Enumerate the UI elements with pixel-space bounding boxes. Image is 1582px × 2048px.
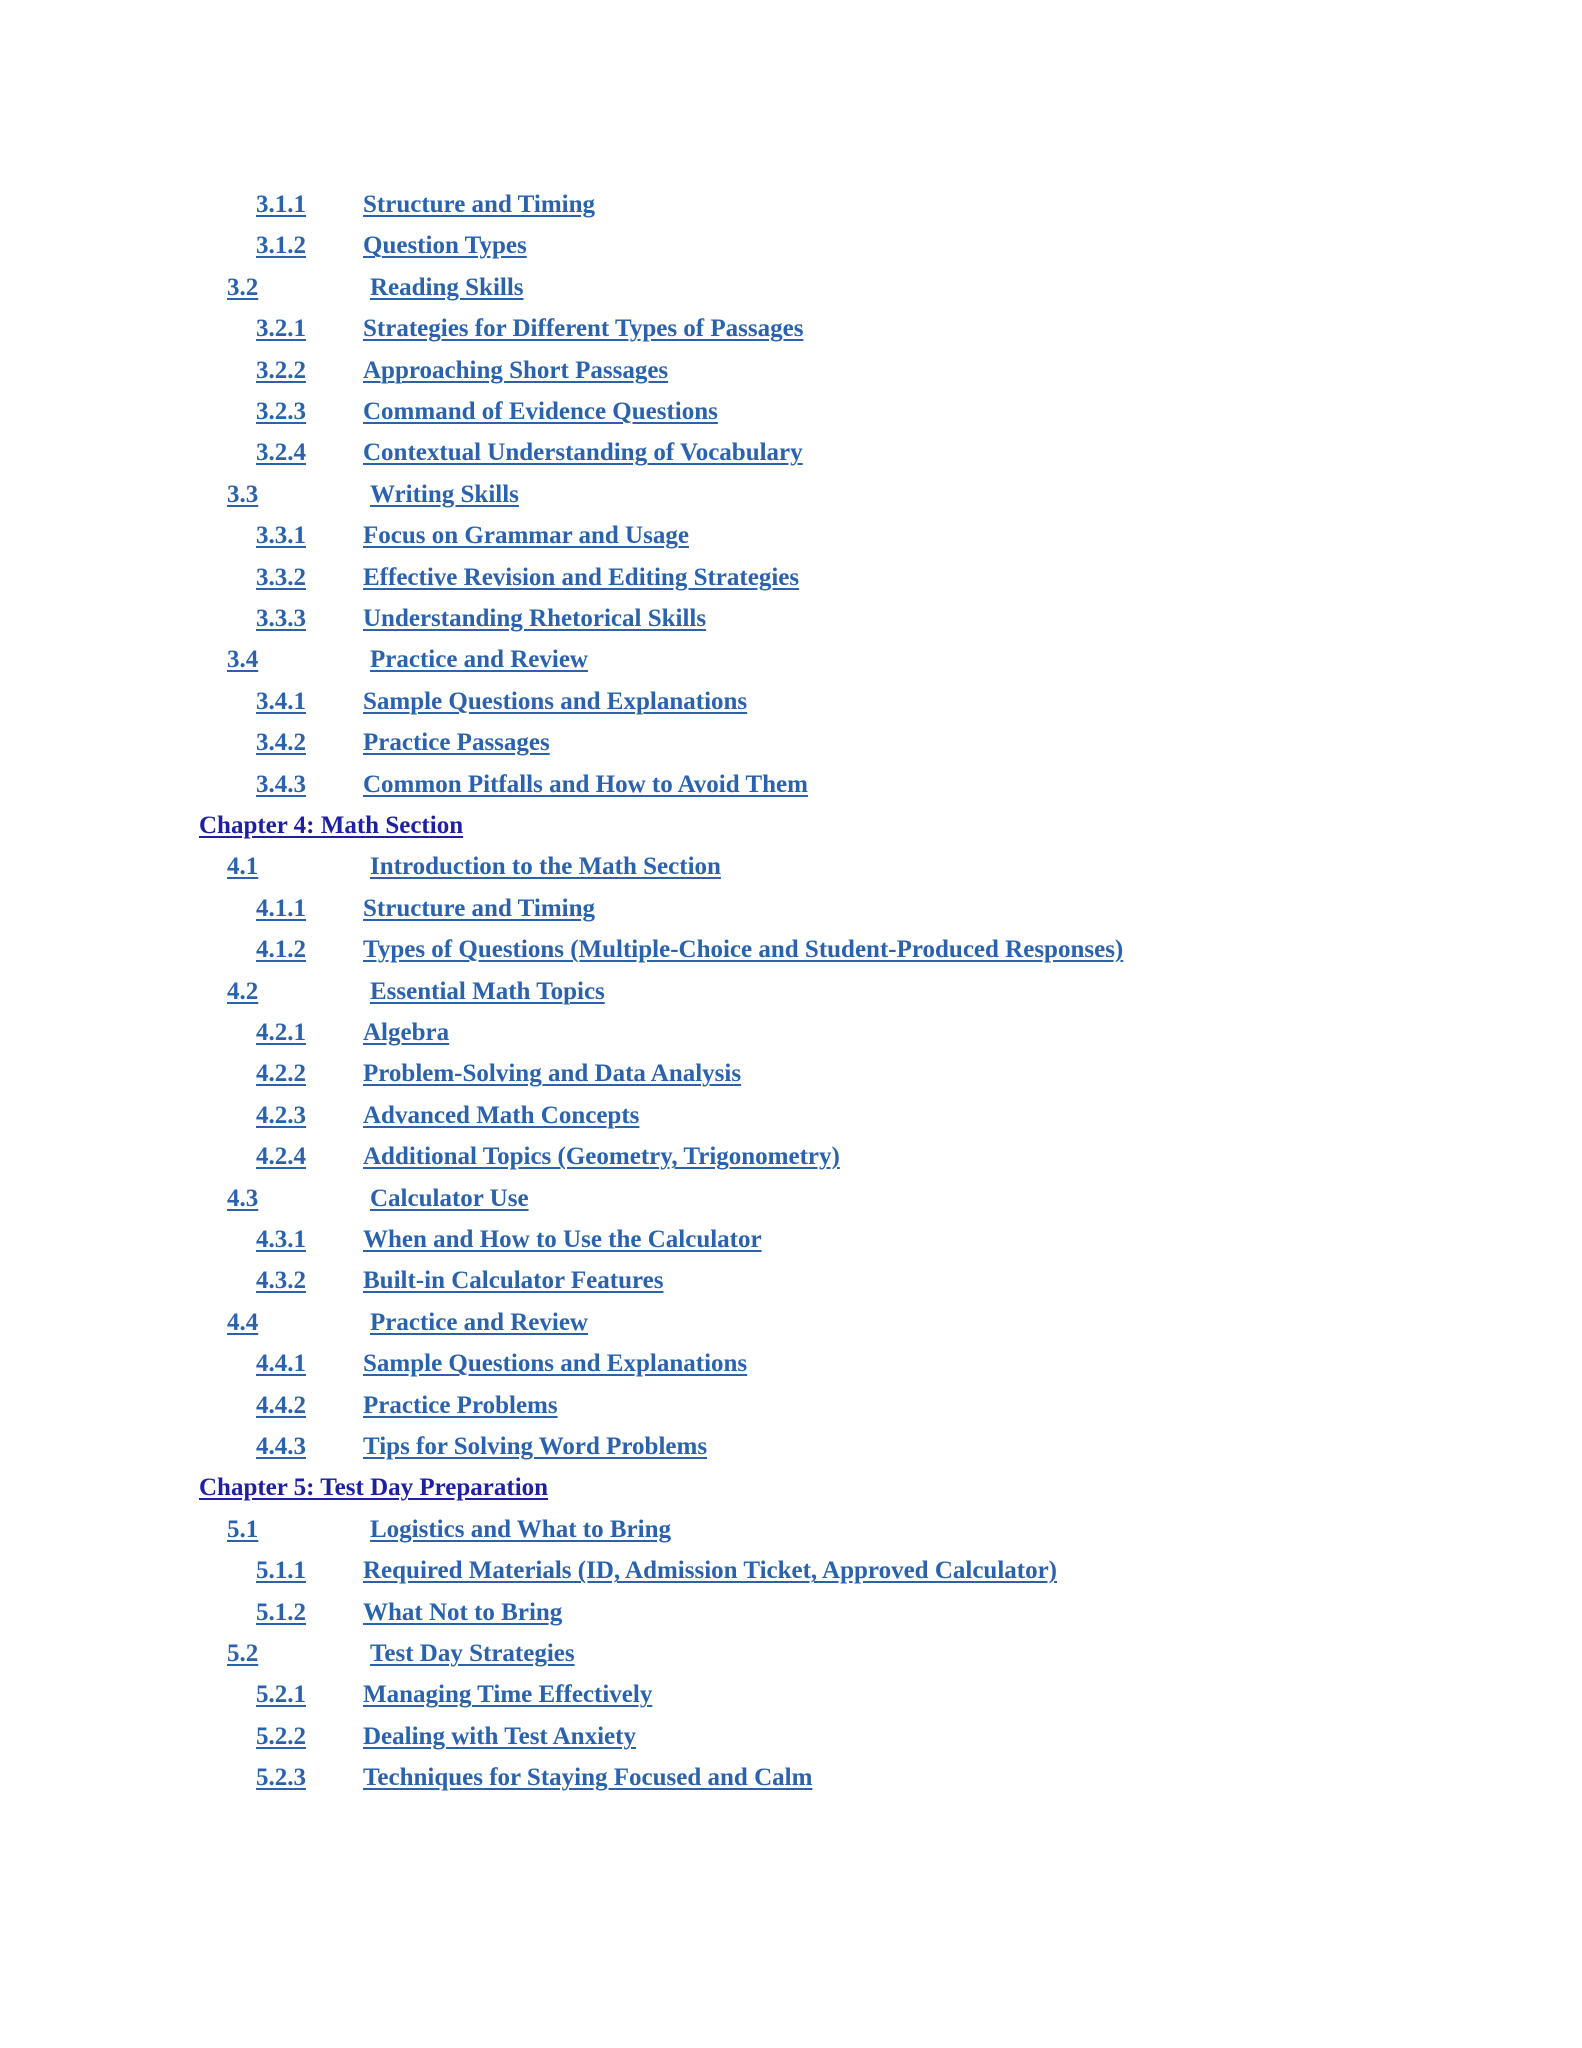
toc-entry-title-link[interactable]: Question Types <box>363 232 527 260</box>
toc-entry-title-link[interactable]: Dealing with Test Anxiety <box>363 1722 636 1750</box>
toc-entry-number-link[interactable]: 4.2.2 <box>256 1060 306 1088</box>
toc-entry-number-link[interactable]: 3.2.4 <box>256 439 306 467</box>
toc-entry-number-link[interactable]: 3.2 <box>227 273 259 301</box>
toc-entry-title-link[interactable]: Effective Revision and Editing Strategies <box>363 563 800 591</box>
toc-entry-title-link[interactable]: Built-in Calculator Features <box>363 1267 664 1295</box>
chapter-link[interactable]: Chapter 5: Test Day Preparation <box>199 1474 549 1502</box>
toc-entry-number-link[interactable]: 5.1.1 <box>256 1557 306 1585</box>
toc-entry-title-link[interactable]: Tips for Solving Word Problems <box>363 1433 708 1460</box>
toc-entry-number-link[interactable]: 5.1.2 <box>256 1598 306 1626</box>
toc-entry-title-link[interactable]: Strategies for Different Types of Passages <box>363 315 804 343</box>
toc-entry-title-link[interactable]: Types of Questions (Multiple-Choice and Student-Produced Responses) <box>363 936 1124 964</box>
toc-entry-title-link[interactable]: Managing Time Effectively <box>363 1681 653 1709</box>
toc-entry-number-link[interactable]: 5.2.3 <box>256 1764 306 1792</box>
toc-entry-number-link[interactable]: 4.4 <box>227 1308 259 1336</box>
toc-entry-number-link[interactable]: 3.4.2 <box>256 729 306 757</box>
toc-entry-title-link[interactable]: Structure and Timing <box>363 894 595 922</box>
toc-entry-title-link[interactable]: Calculator Use <box>370 1184 529 1212</box>
toc-entry-number-link[interactable]: 4.3 <box>227 1184 259 1212</box>
toc-entry-number-link[interactable]: 5.2 <box>227 1640 259 1667</box>
toc-entry-title-link[interactable]: Advanced Math Concepts <box>363 1101 640 1129</box>
toc-entry-number-link[interactable]: 4.2.4 <box>256 1143 306 1171</box>
toc-entry-number-link[interactable]: 3.2.3 <box>256 398 306 425</box>
toc-entry-title-link[interactable]: Sample Questions and Explanations <box>363 1350 748 1378</box>
toc-entry-number-link[interactable]: 4.3.2 <box>256 1267 306 1295</box>
toc-entry-title-link[interactable]: What Not to Bring <box>363 1598 563 1626</box>
toc-entry-title-link[interactable]: When and How to Use the Calculator <box>363 1226 762 1253</box>
toc-entry-number-link[interactable]: 3.3.2 <box>256 563 306 591</box>
toc-entry-number-link[interactable]: 4.4.1 <box>256 1350 306 1378</box>
toc-entry-number-link[interactable]: 3.3.1 <box>256 522 306 550</box>
toc-entry-title-link[interactable]: Common Pitfalls and How to Avoid Them <box>363 770 808 798</box>
toc-entry-number-link[interactable]: 4.1.1 <box>256 894 306 922</box>
toc-entry-number-link[interactable]: 4.4.3 <box>256 1433 306 1460</box>
toc-entry-number-link[interactable]: 3.1.2 <box>256 232 306 260</box>
toc-entry-number-link[interactable]: 4.1 <box>227 853 259 881</box>
toc-entry-number-link[interactable]: 3.4.3 <box>256 770 306 798</box>
toc-entry-number-link[interactable]: 3.3 <box>227 480 259 508</box>
toc-entry-title-link[interactable]: Sample Questions and Explanations <box>363 687 748 715</box>
toc-entry-number-link[interactable]: 3.2.2 <box>256 356 306 384</box>
toc-entry-number-link[interactable]: 4.2 <box>227 977 259 1005</box>
toc-entry-number-link[interactable]: 3.1.1 <box>256 191 306 218</box>
toc-entry-number-link[interactable]: 3.4 <box>227 646 259 674</box>
toc-entry-title-link[interactable]: Practice and Review <box>370 646 588 674</box>
toc-entry-number-link[interactable]: 4.3.1 <box>256 1226 306 1253</box>
toc-entry-number-link[interactable]: 3.2.1 <box>256 315 306 343</box>
toc-entry-title-link[interactable]: Essential Math Topics <box>370 977 605 1005</box>
toc-entry-number-link[interactable]: 4.1.2 <box>256 936 306 964</box>
toc-entry-number-link[interactable]: 4.4.2 <box>256 1391 306 1419</box>
toc-entry-title-link[interactable]: Approaching Short Passages <box>363 356 669 384</box>
toc-entry-title-link[interactable]: Logistics and What to Bring <box>370 1515 671 1543</box>
toc-entry-number-link[interactable]: 5.2.2 <box>256 1722 306 1750</box>
toc-entry-number-link[interactable]: 3.3.3 <box>256 605 306 632</box>
toc-entry-title-link[interactable]: Focus on Grammar and Usage <box>363 522 689 550</box>
toc-entry-title-link[interactable]: Techniques for Staying Focused and Calm <box>363 1764 813 1792</box>
toc-entry-number-link[interactable]: 4.2.3 <box>256 1101 306 1129</box>
toc-entry-number-link[interactable]: 4.2.1 <box>256 1019 306 1046</box>
toc-entry-title-link[interactable]: Algebra <box>363 1019 450 1046</box>
toc-entry-title-link[interactable]: Understanding Rhetorical Skills <box>363 605 707 632</box>
toc-entry-title-link[interactable]: Practice Problems <box>363 1391 558 1419</box>
toc-entry-number-link[interactable]: 5.1 <box>227 1515 259 1543</box>
toc-entry-title-link[interactable]: Contextual Understanding of Vocabulary <box>363 439 803 467</box>
toc-entry-title-link[interactable]: Problem-Solving and Data Analysis <box>363 1060 742 1088</box>
toc-entry-title-link[interactable]: Practice and Review <box>370 1308 588 1336</box>
toc-entry-title-link[interactable]: Reading Skills <box>370 273 524 301</box>
toc-entry-title-link[interactable]: Structure and Timing <box>363 191 595 218</box>
toc-entry-number-link[interactable]: 5.2.1 <box>256 1681 306 1709</box>
toc-entry-number-link[interactable]: 3.4.1 <box>256 687 306 715</box>
toc-entry-title-link[interactable]: Command of Evidence Questions <box>363 398 718 425</box>
toc-entry-title-link[interactable]: Introduction to the Math Section <box>370 853 721 881</box>
toc-entry-title-link[interactable]: Writing Skills <box>370 480 519 508</box>
chapter-link[interactable]: Chapter 4: Math Section <box>199 812 464 839</box>
toc-entry-title-link[interactable]: Additional Topics (Geometry, Trigonometry) <box>363 1143 840 1171</box>
toc-entry-title-link[interactable]: Practice Passages <box>363 729 550 757</box>
toc-entry-title-link[interactable]: Required Materials (ID, Admission Ticket, Approved Calculator) <box>363 1557 1058 1585</box>
toc-entry-title-link[interactable]: Test Day Strategies <box>370 1640 575 1667</box>
